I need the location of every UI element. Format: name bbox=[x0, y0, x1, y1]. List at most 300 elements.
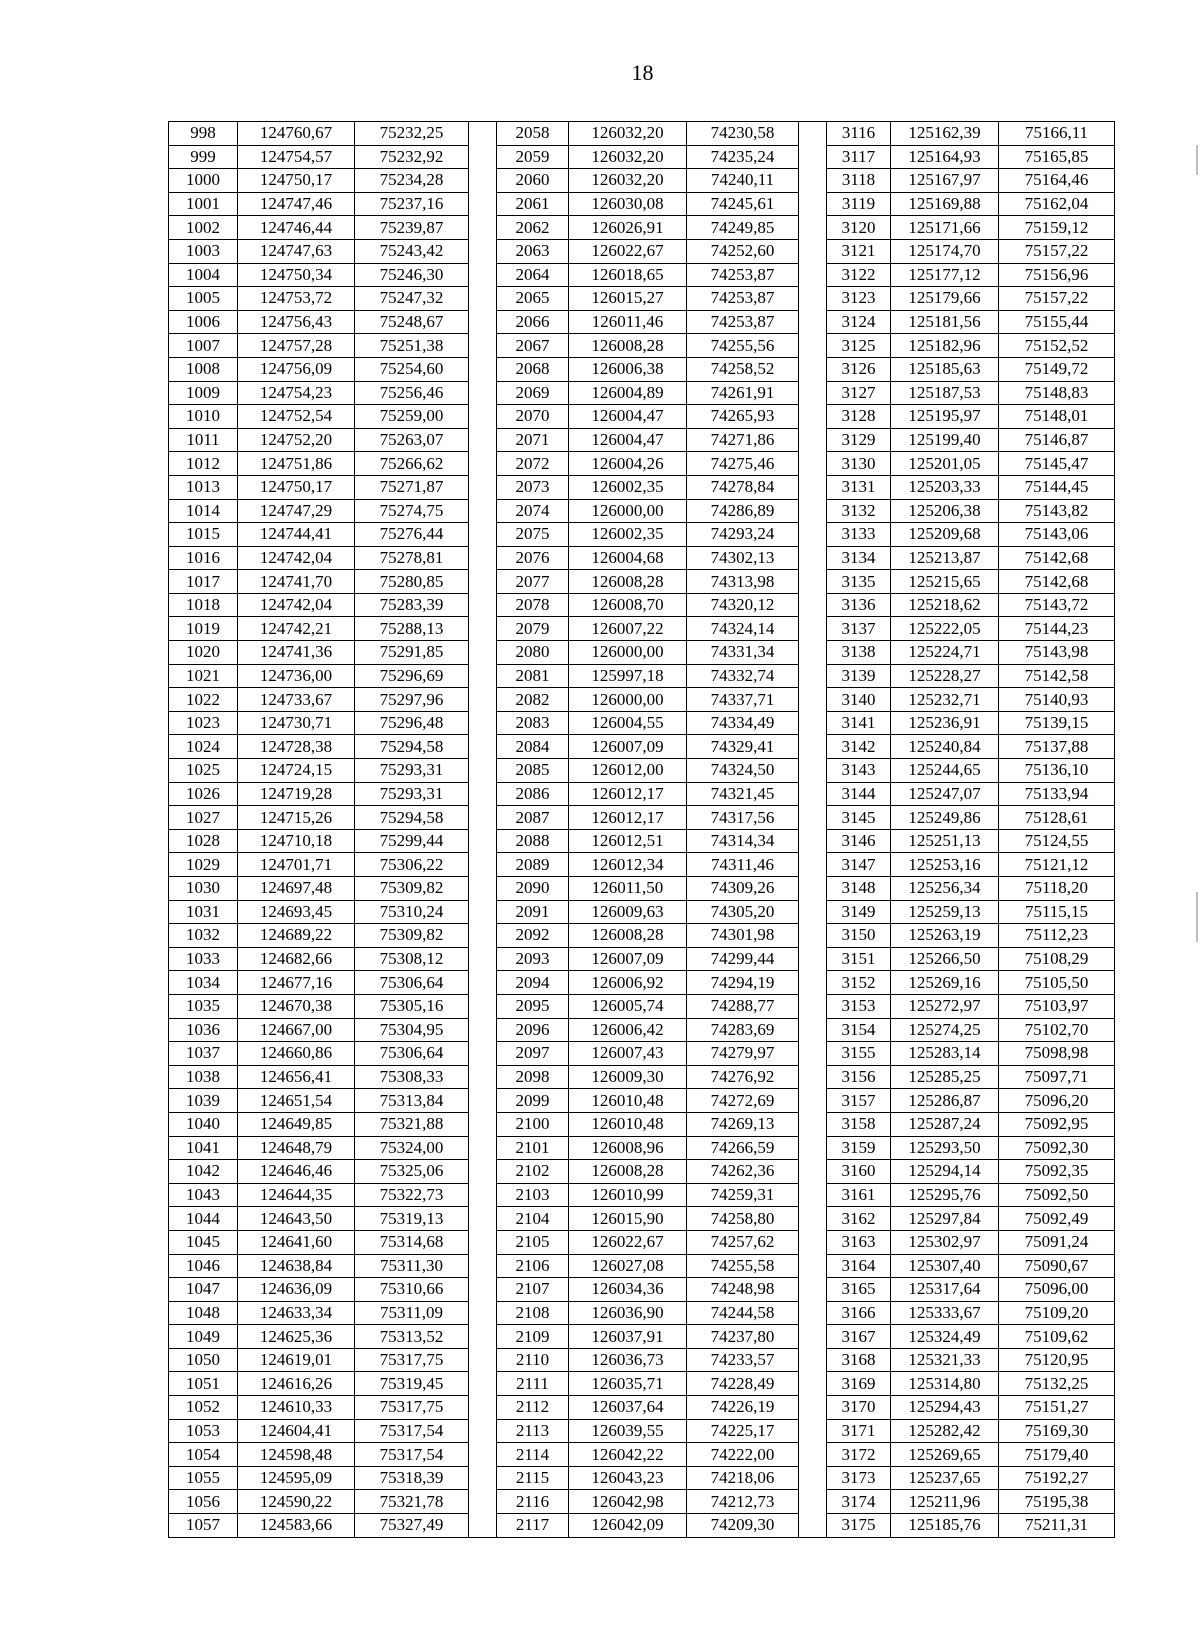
point-number-cell: 3145 bbox=[827, 806, 891, 830]
column-spacer bbox=[469, 1183, 497, 1207]
y-coordinate-cell: 75313,84 bbox=[355, 1089, 469, 1113]
x-coordinate-cell: 126010,48 bbox=[569, 1089, 687, 1113]
y-coordinate-cell: 74324,50 bbox=[687, 759, 799, 783]
table-row bbox=[169, 405, 1115, 429]
y-coordinate-cell: 75192,27 bbox=[999, 1466, 1115, 1490]
x-coordinate-cell: 125187,53 bbox=[891, 381, 999, 405]
x-coordinate-cell: 125185,76 bbox=[891, 1514, 999, 1538]
y-coordinate-cell: 74271,86 bbox=[687, 428, 799, 452]
column-spacer bbox=[799, 900, 827, 924]
point-number-cell: 2084 bbox=[497, 735, 569, 759]
point-number-cell: 3153 bbox=[827, 994, 891, 1018]
x-coordinate-cell: 126027,08 bbox=[569, 1254, 687, 1278]
y-coordinate-cell: 75143,98 bbox=[999, 641, 1115, 665]
y-coordinate-cell: 74248,98 bbox=[687, 1278, 799, 1302]
x-coordinate-cell: 125236,91 bbox=[891, 711, 999, 735]
y-coordinate-cell: 74230,58 bbox=[687, 122, 799, 146]
column-spacer bbox=[469, 405, 497, 429]
point-number-cell: 3158 bbox=[827, 1112, 891, 1136]
table-row bbox=[169, 759, 1115, 783]
column-spacer bbox=[469, 1419, 497, 1443]
column-spacer bbox=[799, 357, 827, 381]
y-coordinate-cell: 75288,13 bbox=[355, 617, 469, 641]
x-coordinate-cell: 125215,65 bbox=[891, 570, 999, 594]
column-spacer bbox=[469, 1089, 497, 1113]
point-number-cell: 3146 bbox=[827, 829, 891, 853]
column-spacer bbox=[799, 782, 827, 806]
y-coordinate-cell: 75103,97 bbox=[999, 994, 1115, 1018]
table-row bbox=[169, 877, 1115, 901]
x-coordinate-cell: 125263,19 bbox=[891, 924, 999, 948]
y-coordinate-cell: 74259,31 bbox=[687, 1183, 799, 1207]
y-coordinate-cell: 75296,69 bbox=[355, 664, 469, 688]
y-coordinate-cell: 74228,49 bbox=[687, 1372, 799, 1396]
x-coordinate-cell: 125222,05 bbox=[891, 617, 999, 641]
y-coordinate-cell: 75327,49 bbox=[355, 1514, 469, 1538]
point-number-cell: 1024 bbox=[169, 735, 238, 759]
y-coordinate-cell: 74257,62 bbox=[687, 1230, 799, 1254]
y-coordinate-cell: 75136,10 bbox=[999, 759, 1115, 783]
y-coordinate-cell: 75294,58 bbox=[355, 735, 469, 759]
column-spacer bbox=[799, 664, 827, 688]
point-number-cell: 2065 bbox=[497, 287, 569, 311]
y-coordinate-cell: 75310,24 bbox=[355, 900, 469, 924]
x-coordinate-cell: 126042,09 bbox=[569, 1514, 687, 1538]
point-number-cell: 2101 bbox=[497, 1136, 569, 1160]
point-number-cell: 3135 bbox=[827, 570, 891, 594]
column-spacer bbox=[799, 1325, 827, 1349]
x-coordinate-cell: 125182,96 bbox=[891, 334, 999, 358]
x-coordinate-cell: 124636,09 bbox=[238, 1278, 355, 1302]
x-coordinate-cell: 124750,17 bbox=[238, 169, 355, 193]
point-number-cell: 1040 bbox=[169, 1112, 238, 1136]
point-number-cell: 3165 bbox=[827, 1278, 891, 1302]
point-number-cell: 1051 bbox=[169, 1372, 238, 1396]
x-coordinate-cell: 124682,66 bbox=[238, 947, 355, 971]
point-number-cell: 2068 bbox=[497, 357, 569, 381]
x-coordinate-cell: 125302,97 bbox=[891, 1230, 999, 1254]
y-coordinate-cell: 74265,93 bbox=[687, 405, 799, 429]
column-spacer bbox=[469, 1136, 497, 1160]
point-number-cell: 1023 bbox=[169, 711, 238, 735]
y-coordinate-cell: 74293,24 bbox=[687, 523, 799, 547]
x-coordinate-cell: 126037,91 bbox=[569, 1325, 687, 1349]
y-coordinate-cell: 74314,34 bbox=[687, 829, 799, 853]
y-coordinate-cell: 75144,23 bbox=[999, 617, 1115, 641]
x-coordinate-cell: 126034,36 bbox=[569, 1278, 687, 1302]
point-number-cell: 2095 bbox=[497, 994, 569, 1018]
x-coordinate-cell: 124693,45 bbox=[238, 900, 355, 924]
point-number-cell: 3169 bbox=[827, 1372, 891, 1396]
x-coordinate-cell: 124619,01 bbox=[238, 1348, 355, 1372]
y-coordinate-cell: 75237,16 bbox=[355, 192, 469, 216]
x-coordinate-cell: 126006,92 bbox=[569, 971, 687, 995]
point-number-cell: 2066 bbox=[497, 310, 569, 334]
x-coordinate-cell: 124670,38 bbox=[238, 994, 355, 1018]
coordinates-table bbox=[168, 121, 1115, 1538]
point-number-cell: 1014 bbox=[169, 499, 238, 523]
column-spacer bbox=[469, 1325, 497, 1349]
column-spacer bbox=[469, 853, 497, 877]
point-number-cell: 1057 bbox=[169, 1514, 238, 1538]
column-spacer bbox=[799, 145, 827, 169]
y-coordinate-cell: 74225,17 bbox=[687, 1419, 799, 1443]
y-coordinate-cell: 75169,30 bbox=[999, 1419, 1115, 1443]
table-row bbox=[169, 1207, 1115, 1231]
y-coordinate-cell: 75246,30 bbox=[355, 263, 469, 287]
point-number-cell: 1050 bbox=[169, 1348, 238, 1372]
point-number-cell: 1035 bbox=[169, 994, 238, 1018]
x-coordinate-cell: 125213,87 bbox=[891, 546, 999, 570]
y-coordinate-cell: 74301,98 bbox=[687, 924, 799, 948]
y-coordinate-cell: 74269,13 bbox=[687, 1112, 799, 1136]
x-coordinate-cell: 124756,43 bbox=[238, 310, 355, 334]
point-number-cell: 2081 bbox=[497, 664, 569, 688]
point-number-cell: 3157 bbox=[827, 1089, 891, 1113]
column-spacer bbox=[469, 263, 497, 287]
column-spacer bbox=[469, 334, 497, 358]
column-spacer bbox=[469, 593, 497, 617]
table-row bbox=[169, 570, 1115, 594]
y-coordinate-cell: 75097,71 bbox=[999, 1065, 1115, 1089]
column-spacer bbox=[469, 310, 497, 334]
y-coordinate-cell: 74278,84 bbox=[687, 475, 799, 499]
point-number-cell: 2109 bbox=[497, 1325, 569, 1349]
y-coordinate-cell: 75092,49 bbox=[999, 1207, 1115, 1231]
y-coordinate-cell: 75166,11 bbox=[999, 122, 1115, 146]
y-coordinate-cell: 75309,82 bbox=[355, 924, 469, 948]
point-number-cell: 1008 bbox=[169, 357, 238, 381]
y-coordinate-cell: 75259,00 bbox=[355, 405, 469, 429]
y-coordinate-cell: 75102,70 bbox=[999, 1018, 1115, 1042]
x-coordinate-cell: 126032,20 bbox=[569, 122, 687, 146]
column-spacer bbox=[469, 216, 497, 240]
x-coordinate-cell: 126002,35 bbox=[569, 475, 687, 499]
x-coordinate-cell: 126004,55 bbox=[569, 711, 687, 735]
point-number-cell: 2063 bbox=[497, 239, 569, 263]
point-number-cell: 3152 bbox=[827, 971, 891, 995]
x-coordinate-cell: 126007,09 bbox=[569, 735, 687, 759]
point-number-cell: 2085 bbox=[497, 759, 569, 783]
y-coordinate-cell: 75308,33 bbox=[355, 1065, 469, 1089]
column-spacer bbox=[469, 1018, 497, 1042]
y-coordinate-cell: 75145,47 bbox=[999, 452, 1115, 476]
y-coordinate-cell: 75263,07 bbox=[355, 428, 469, 452]
y-coordinate-cell: 75291,85 bbox=[355, 641, 469, 665]
y-coordinate-cell: 75148,01 bbox=[999, 405, 1115, 429]
point-number-cell: 1029 bbox=[169, 853, 238, 877]
x-coordinate-cell: 125240,84 bbox=[891, 735, 999, 759]
y-coordinate-cell: 74317,56 bbox=[687, 806, 799, 830]
y-coordinate-cell: 75144,45 bbox=[999, 475, 1115, 499]
y-coordinate-cell: 75112,23 bbox=[999, 924, 1115, 948]
y-coordinate-cell: 74288,77 bbox=[687, 994, 799, 1018]
x-coordinate-cell: 125295,76 bbox=[891, 1183, 999, 1207]
point-number-cell: 1015 bbox=[169, 523, 238, 547]
x-coordinate-cell: 124697,48 bbox=[238, 877, 355, 901]
table-row bbox=[169, 1348, 1115, 1372]
y-coordinate-cell: 74249,85 bbox=[687, 216, 799, 240]
x-coordinate-cell: 125253,16 bbox=[891, 853, 999, 877]
scan-edge-mark bbox=[1196, 892, 1198, 942]
column-spacer bbox=[799, 570, 827, 594]
x-coordinate-cell: 125283,14 bbox=[891, 1042, 999, 1066]
point-number-cell: 2115 bbox=[497, 1466, 569, 1490]
point-number-cell: 3174 bbox=[827, 1490, 891, 1514]
x-coordinate-cell: 125247,07 bbox=[891, 782, 999, 806]
point-number-cell: 2079 bbox=[497, 617, 569, 641]
x-coordinate-cell: 126008,96 bbox=[569, 1136, 687, 1160]
column-spacer bbox=[799, 593, 827, 617]
y-coordinate-cell: 75296,48 bbox=[355, 711, 469, 735]
x-coordinate-cell: 125321,33 bbox=[891, 1348, 999, 1372]
x-coordinate-cell: 126012,34 bbox=[569, 853, 687, 877]
column-spacer bbox=[799, 1301, 827, 1325]
table-row bbox=[169, 1183, 1115, 1207]
x-coordinate-cell: 125266,50 bbox=[891, 947, 999, 971]
column-spacer bbox=[469, 877, 497, 901]
x-coordinate-cell: 126035,71 bbox=[569, 1372, 687, 1396]
point-number-cell: 2117 bbox=[497, 1514, 569, 1538]
y-coordinate-cell: 74331,34 bbox=[687, 641, 799, 665]
column-spacer bbox=[469, 994, 497, 1018]
x-coordinate-cell: 126009,63 bbox=[569, 900, 687, 924]
point-number-cell: 3154 bbox=[827, 1018, 891, 1042]
y-coordinate-cell: 75321,88 bbox=[355, 1112, 469, 1136]
point-number-cell: 1054 bbox=[169, 1443, 238, 1467]
point-number-cell: 1000 bbox=[169, 169, 238, 193]
y-coordinate-cell: 75306,64 bbox=[355, 971, 469, 995]
column-spacer bbox=[799, 499, 827, 523]
point-number-cell: 1041 bbox=[169, 1136, 238, 1160]
point-number-cell: 2112 bbox=[497, 1396, 569, 1420]
point-number-cell: 2090 bbox=[497, 877, 569, 901]
x-coordinate-cell: 125177,12 bbox=[891, 263, 999, 287]
column-spacer bbox=[799, 1136, 827, 1160]
y-coordinate-cell: 75108,29 bbox=[999, 947, 1115, 971]
point-number-cell: 2094 bbox=[497, 971, 569, 995]
x-coordinate-cell: 125324,49 bbox=[891, 1325, 999, 1349]
x-coordinate-cell: 124616,26 bbox=[238, 1372, 355, 1396]
y-coordinate-cell: 74222,00 bbox=[687, 1443, 799, 1467]
table-row bbox=[169, 1372, 1115, 1396]
y-coordinate-cell: 74235,24 bbox=[687, 145, 799, 169]
point-number-cell: 2091 bbox=[497, 900, 569, 924]
table-row bbox=[169, 1466, 1115, 1490]
column-spacer bbox=[799, 1514, 827, 1538]
x-coordinate-cell: 124701,71 bbox=[238, 853, 355, 877]
x-coordinate-cell: 124719,28 bbox=[238, 782, 355, 806]
y-coordinate-cell: 75239,87 bbox=[355, 216, 469, 240]
x-coordinate-cell: 124742,04 bbox=[238, 546, 355, 570]
y-coordinate-cell: 74258,52 bbox=[687, 357, 799, 381]
y-coordinate-cell: 75140,93 bbox=[999, 688, 1115, 712]
point-number-cell: 3118 bbox=[827, 169, 891, 193]
y-coordinate-cell: 75306,22 bbox=[355, 853, 469, 877]
column-spacer bbox=[469, 1348, 497, 1372]
point-number-cell: 2100 bbox=[497, 1112, 569, 1136]
table-row bbox=[169, 1301, 1115, 1325]
table-row bbox=[169, 499, 1115, 523]
point-number-cell: 2072 bbox=[497, 452, 569, 476]
point-number-cell: 1045 bbox=[169, 1230, 238, 1254]
y-coordinate-cell: 75146,87 bbox=[999, 428, 1115, 452]
point-number-cell: 2113 bbox=[497, 1419, 569, 1443]
point-number-cell: 2105 bbox=[497, 1230, 569, 1254]
point-number-cell: 3163 bbox=[827, 1230, 891, 1254]
point-number-cell: 2067 bbox=[497, 334, 569, 358]
column-spacer bbox=[469, 782, 497, 806]
column-spacer bbox=[799, 239, 827, 263]
point-number-cell: 3155 bbox=[827, 1042, 891, 1066]
column-spacer bbox=[469, 428, 497, 452]
table-row bbox=[169, 829, 1115, 853]
point-number-cell: 2064 bbox=[497, 263, 569, 287]
y-coordinate-cell: 75232,92 bbox=[355, 145, 469, 169]
y-coordinate-cell: 75294,58 bbox=[355, 806, 469, 830]
column-spacer bbox=[469, 452, 497, 476]
y-coordinate-cell: 75319,13 bbox=[355, 1207, 469, 1231]
column-spacer bbox=[799, 1042, 827, 1066]
x-coordinate-cell: 124747,46 bbox=[238, 192, 355, 216]
column-spacer bbox=[469, 570, 497, 594]
x-coordinate-cell: 125244,65 bbox=[891, 759, 999, 783]
y-coordinate-cell: 75092,50 bbox=[999, 1183, 1115, 1207]
scan-edge-mark bbox=[1196, 145, 1198, 175]
column-spacer bbox=[799, 759, 827, 783]
y-coordinate-cell: 75314,68 bbox=[355, 1230, 469, 1254]
x-coordinate-cell: 124644,35 bbox=[238, 1183, 355, 1207]
point-number-cell: 1003 bbox=[169, 239, 238, 263]
point-number-cell: 1043 bbox=[169, 1183, 238, 1207]
table-row bbox=[169, 428, 1115, 452]
y-coordinate-cell: 75142,58 bbox=[999, 664, 1115, 688]
x-coordinate-cell: 126002,35 bbox=[569, 523, 687, 547]
table-row bbox=[169, 900, 1115, 924]
y-coordinate-cell: 75248,67 bbox=[355, 310, 469, 334]
x-coordinate-cell: 126043,23 bbox=[569, 1466, 687, 1490]
column-spacer bbox=[469, 1396, 497, 1420]
point-number-cell: 3147 bbox=[827, 853, 891, 877]
x-coordinate-cell: 126015,27 bbox=[569, 287, 687, 311]
x-coordinate-cell: 124741,70 bbox=[238, 570, 355, 594]
table-row bbox=[169, 381, 1115, 405]
column-spacer bbox=[799, 1018, 827, 1042]
table-row bbox=[169, 287, 1115, 311]
point-number-cell: 3138 bbox=[827, 641, 891, 665]
column-spacer bbox=[469, 1065, 497, 1089]
x-coordinate-cell: 126022,67 bbox=[569, 239, 687, 263]
point-number-cell: 1031 bbox=[169, 900, 238, 924]
point-number-cell: 3129 bbox=[827, 428, 891, 452]
column-spacer bbox=[469, 735, 497, 759]
table-row bbox=[169, 664, 1115, 688]
point-number-cell: 1004 bbox=[169, 263, 238, 287]
column-spacer bbox=[469, 192, 497, 216]
table-row bbox=[169, 452, 1115, 476]
table-row bbox=[169, 1254, 1115, 1278]
column-spacer bbox=[799, 381, 827, 405]
x-coordinate-cell: 124641,60 bbox=[238, 1230, 355, 1254]
column-spacer bbox=[799, 1466, 827, 1490]
table-row bbox=[169, 1278, 1115, 1302]
y-coordinate-cell: 75234,28 bbox=[355, 169, 469, 193]
point-number-cell: 1052 bbox=[169, 1396, 238, 1420]
point-number-cell: 3131 bbox=[827, 475, 891, 499]
table-row bbox=[169, 688, 1115, 712]
table-row bbox=[169, 782, 1115, 806]
point-number-cell: 3160 bbox=[827, 1160, 891, 1184]
point-number-cell: 1022 bbox=[169, 688, 238, 712]
point-number-cell: 2111 bbox=[497, 1372, 569, 1396]
x-coordinate-cell: 124757,28 bbox=[238, 334, 355, 358]
column-spacer bbox=[469, 1372, 497, 1396]
column-spacer bbox=[799, 641, 827, 665]
column-spacer bbox=[799, 1160, 827, 1184]
y-coordinate-cell: 74286,89 bbox=[687, 499, 799, 523]
y-coordinate-cell: 75121,12 bbox=[999, 853, 1115, 877]
table-row bbox=[169, 1042, 1115, 1066]
y-coordinate-cell: 75276,44 bbox=[355, 523, 469, 547]
x-coordinate-cell: 126008,28 bbox=[569, 570, 687, 594]
y-coordinate-cell: 75309,82 bbox=[355, 877, 469, 901]
y-coordinate-cell: 75283,39 bbox=[355, 593, 469, 617]
column-spacer bbox=[799, 806, 827, 830]
y-coordinate-cell: 74321,45 bbox=[687, 782, 799, 806]
point-number-cell: 1037 bbox=[169, 1042, 238, 1066]
point-number-cell: 3161 bbox=[827, 1183, 891, 1207]
y-coordinate-cell: 75232,25 bbox=[355, 122, 469, 146]
table-row bbox=[169, 169, 1115, 193]
x-coordinate-cell: 124760,67 bbox=[238, 122, 355, 146]
column-spacer bbox=[799, 1419, 827, 1443]
x-coordinate-cell: 124744,41 bbox=[238, 523, 355, 547]
table-row bbox=[169, 239, 1115, 263]
x-coordinate-cell: 126007,43 bbox=[569, 1042, 687, 1066]
point-number-cell: 3172 bbox=[827, 1443, 891, 1467]
x-coordinate-cell: 125171,66 bbox=[891, 216, 999, 240]
column-spacer bbox=[799, 334, 827, 358]
x-coordinate-cell: 125297,84 bbox=[891, 1207, 999, 1231]
column-spacer bbox=[469, 381, 497, 405]
point-number-cell: 1019 bbox=[169, 617, 238, 641]
point-number-cell: 1001 bbox=[169, 192, 238, 216]
y-coordinate-cell: 75143,72 bbox=[999, 593, 1115, 617]
table-row bbox=[169, 310, 1115, 334]
point-number-cell: 3121 bbox=[827, 239, 891, 263]
column-spacer bbox=[469, 924, 497, 948]
x-coordinate-cell: 126011,46 bbox=[569, 310, 687, 334]
x-coordinate-cell: 125269,16 bbox=[891, 971, 999, 995]
point-number-cell: 2070 bbox=[497, 405, 569, 429]
point-number-cell: 1034 bbox=[169, 971, 238, 995]
point-number-cell: 1012 bbox=[169, 452, 238, 476]
y-coordinate-cell: 75120,95 bbox=[999, 1348, 1115, 1372]
point-number-cell: 3175 bbox=[827, 1514, 891, 1538]
x-coordinate-cell: 125256,34 bbox=[891, 877, 999, 901]
table-row bbox=[169, 1160, 1115, 1184]
x-coordinate-cell: 126008,28 bbox=[569, 334, 687, 358]
y-coordinate-cell: 75317,75 bbox=[355, 1348, 469, 1372]
y-coordinate-cell: 75091,24 bbox=[999, 1230, 1115, 1254]
x-coordinate-cell: 126012,17 bbox=[569, 806, 687, 830]
table-row bbox=[169, 1018, 1115, 1042]
x-coordinate-cell: 126009,30 bbox=[569, 1065, 687, 1089]
x-coordinate-cell: 124742,21 bbox=[238, 617, 355, 641]
point-number-cell: 2087 bbox=[497, 806, 569, 830]
y-coordinate-cell: 74320,12 bbox=[687, 593, 799, 617]
x-coordinate-cell: 125259,13 bbox=[891, 900, 999, 924]
